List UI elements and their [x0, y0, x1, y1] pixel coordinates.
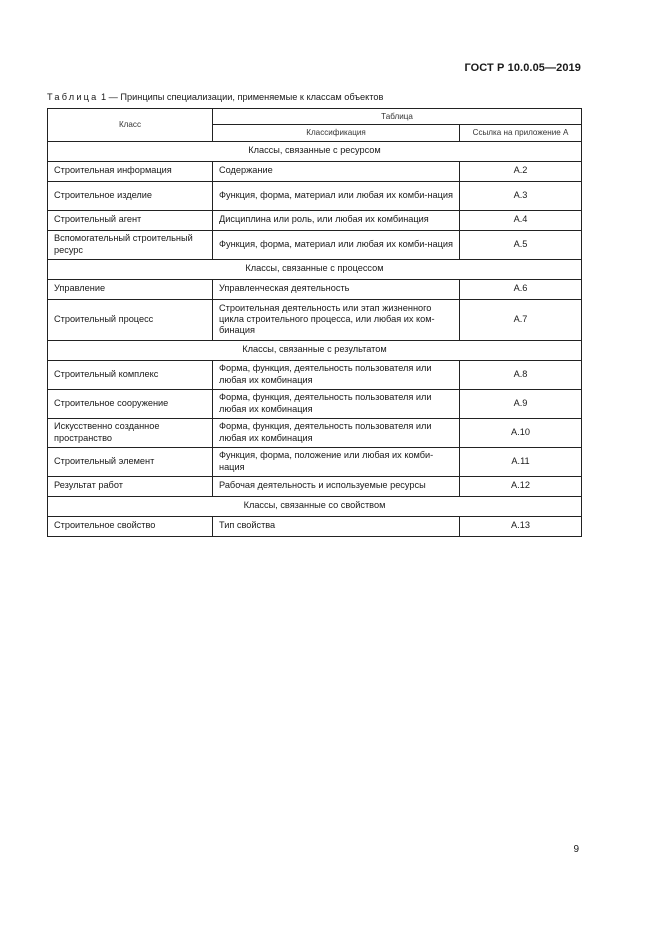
table-row: [48, 516, 582, 536]
table-row: [48, 210, 582, 230]
class-cell: Строительный комплекс: [48, 360, 213, 389]
header-classification: Классификация: [213, 125, 460, 141]
group-title: Классы, связанные с процессом: [48, 259, 582, 279]
reference-cell: А.12: [460, 476, 582, 496]
table-row: [48, 299, 582, 340]
page-number: 9: [573, 844, 579, 855]
reference-cell: А.6: [460, 279, 582, 299]
classification-cell: Тип свойства: [213, 516, 460, 536]
class-cell: Строительный агент: [48, 210, 213, 230]
table-row: [48, 476, 582, 496]
group-row: [48, 496, 582, 516]
classification-cell: Строительная деятельность или этап жизненного цикла строительного процесса, или любая их ком-бинация: [213, 299, 460, 340]
header-reference: Ссылка на приложение А: [460, 125, 582, 141]
table-caption: [47, 92, 383, 102]
table-row: [48, 161, 582, 181]
reference-cell: А.11: [460, 447, 582, 476]
table-row: [48, 181, 582, 210]
table-row: [48, 279, 582, 299]
group-title: Классы, связанные с ресурсом: [48, 141, 582, 161]
classification-cell: Форма, функция, деятельность пользователя или любая их комбинация: [213, 389, 460, 418]
class-cell: Строительная информация: [48, 161, 213, 181]
class-cell: Строительное свойство: [48, 516, 213, 536]
classification-cell: Дисциплина или роль, или любая их комбинация: [213, 210, 460, 230]
caption-text: — Принципы специализации, применяемые к классам объектов: [106, 92, 384, 102]
classification-cell: Содержание: [213, 161, 460, 181]
reference-cell: А.3: [460, 181, 582, 210]
reference-cell: А.2: [460, 161, 582, 181]
class-cell: Искусственно созданное пространство: [48, 418, 213, 447]
group-row: [48, 259, 582, 279]
classification-cell: Функция, форма, материал или любая их комби-нация: [213, 230, 460, 259]
specialization-table: [47, 108, 582, 537]
group-row: [48, 141, 582, 161]
table-row: [48, 230, 582, 259]
group-row: [48, 340, 582, 360]
caption-number: 1: [101, 92, 107, 102]
group-title: Классы, связанные со свойством: [48, 496, 582, 516]
table-body: [48, 141, 582, 536]
table-row: [48, 447, 582, 476]
table-row: [48, 360, 582, 389]
class-cell: Строительное изделие: [48, 181, 213, 210]
class-cell: Строительное сооружение: [48, 389, 213, 418]
classification-cell: Форма, функция, деятельность пользователя или любая их комбинация: [213, 360, 460, 389]
table-row: [48, 418, 582, 447]
class-cell: Управление: [48, 279, 213, 299]
class-cell: Результат работ: [48, 476, 213, 496]
header-class: Класс: [48, 109, 213, 142]
class-cell: Строительный элемент: [48, 447, 213, 476]
classification-cell: Функция, форма, положение или любая их комби-нация: [213, 447, 460, 476]
reference-cell: А.4: [460, 210, 582, 230]
reference-cell: А.5: [460, 230, 582, 259]
reference-cell: А.10: [460, 418, 582, 447]
classification-cell: Управленческая деятельность: [213, 279, 460, 299]
reference-cell: А.8: [460, 360, 582, 389]
document-code: ГОСТ Р 10.0.05—2019: [464, 62, 581, 74]
header-table: Таблица: [213, 109, 582, 125]
reference-cell: А.13: [460, 516, 582, 536]
caption-label: Таблица: [47, 92, 99, 102]
classification-cell: Форма, функция, деятельность пользователя или любая их комбинация: [213, 418, 460, 447]
classification-cell: Функция, форма, материал или любая их комби-нация: [213, 181, 460, 210]
classification-cell: Рабочая деятельность и используемые ресурсы: [213, 476, 460, 496]
class-cell: Строительный процесс: [48, 299, 213, 340]
table-row: [48, 389, 582, 418]
reference-cell: А.9: [460, 389, 582, 418]
class-cell: Вспомогательный строительный ресурс: [48, 230, 213, 259]
reference-cell: А.7: [460, 299, 582, 340]
group-title: Классы, связанные с результатом: [48, 340, 582, 360]
